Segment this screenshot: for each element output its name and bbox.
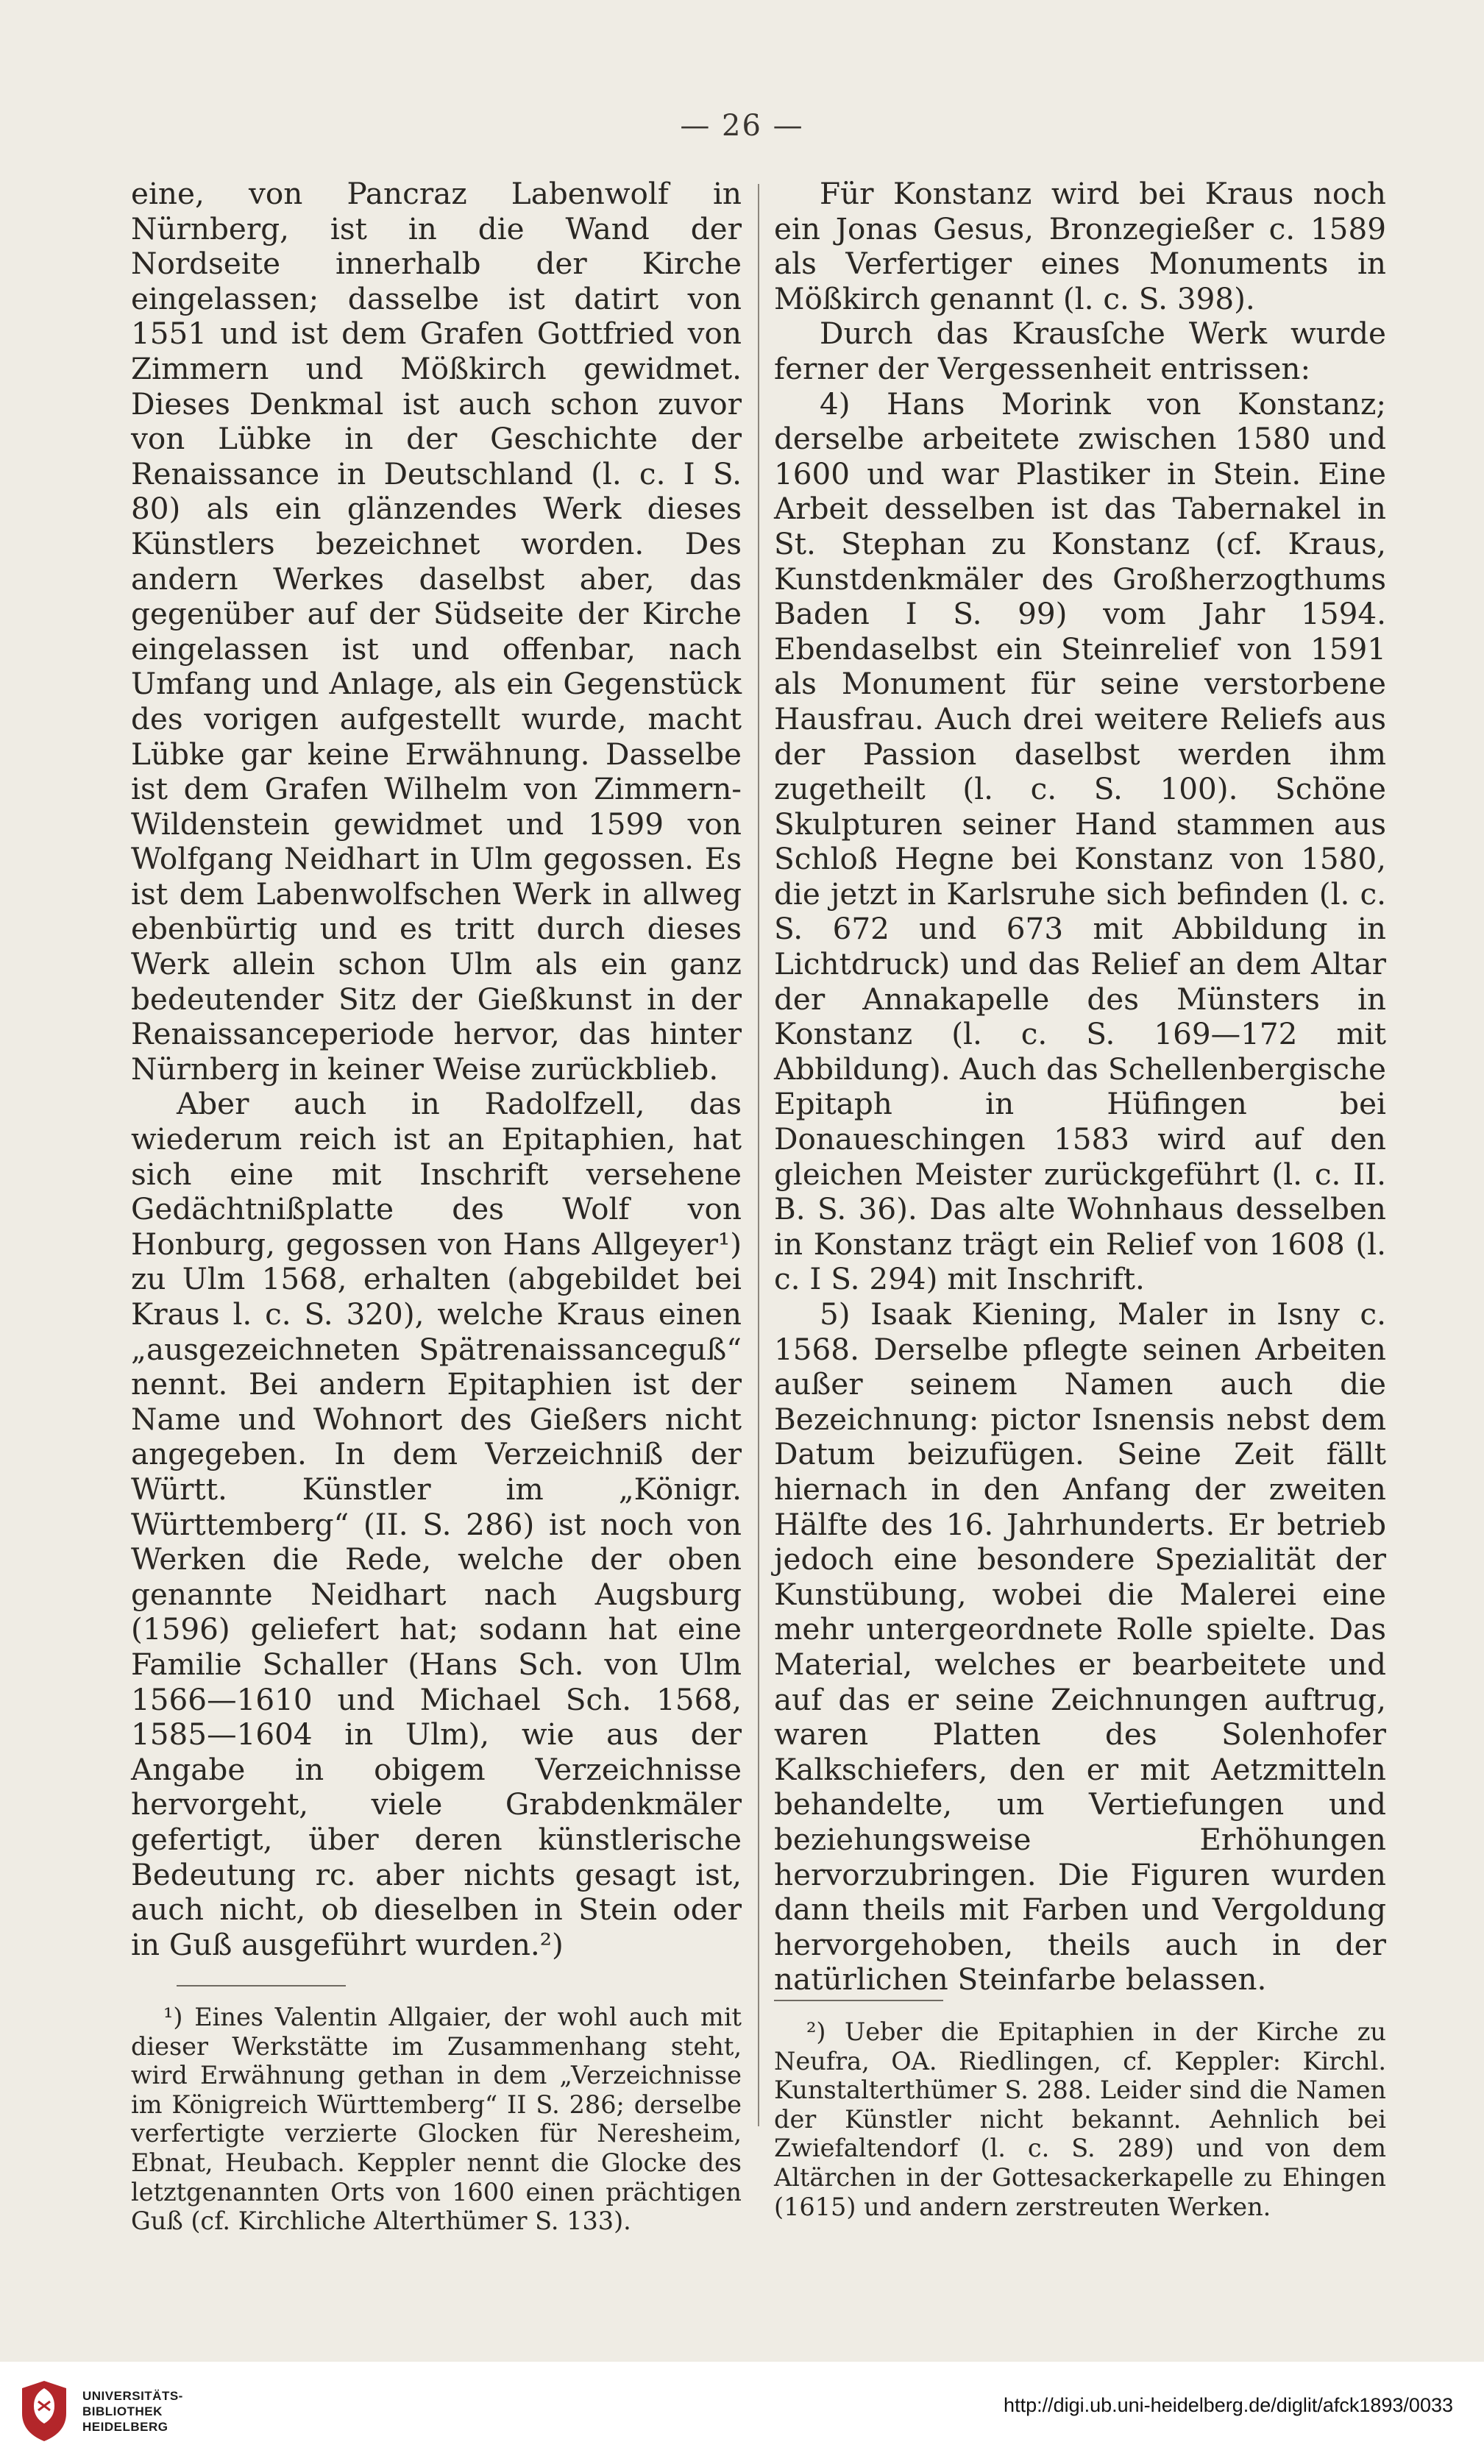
right-paragraph-1: Für Konstanz wird bei Kraus noch ein Jonas Gesus, Bronzegießer c. 1589 als Verfertiger eines Monuments in Mößkirch genannt (l. c. S. 398). — [774, 176, 1386, 316]
footnote-1: ¹) Eines Valentin Allgaier, der wohl auch mit dieser Werkstätte im Zusammenhang steht, wird Erwähnung gethan in dem „Verzeichnisse im Königreich Württemberg“ II S. 286; derselbe verfertigte verzierte Glocken für Neresheim, Ebnat, Heubach. Keppler nennt die Glocke des letztgenannten Orts von 1600 einen prächtigen Guß (cf. Kirchliche Alterthümer S. 133). — [131, 2003, 742, 2236]
institution-line-1: UNIVERSITÄTS- — [82, 2388, 183, 2403]
footnote-right — [774, 2017, 1386, 2221]
right-paragraph-3: 4) Hans Morink von Konstanz; derselbe arbeitete zwischen 1580 und 1600 und war Plastiker in Stein. Eine Arbeit desselben ist das Tabernakel in St. Stephan zu Konstanz (cf. Kraus, Kunstdenkmäler des Großherzogthums Baden I S. 99) vom Jahr 1594. Ebendaselbst ein Steinrelief von 1591 als Monument für seine verstorbene Hausfrau. Auch drei weitere Reliefs aus der Passion daselbst werden ihm zugetheilt (l. c. S. 100). Schöne Skulpturen seiner Hand stammen aus Schloß Hegne bei Konstanz von 1580, die jetzt in Karlsruhe sich befinden (l. c. S. 672 und 673 mit Abbildung in Lichtdruck) und das Relief an dem Altar der Annakapelle des Münsters in Konstanz (l. c. S. 169—172 mit Abbildung). Auch das Schellenbergische Epitaph in Hüfingen bei Donaueschingen 1583 wird auf den gleichen Meister zurückgeführt (l. c. II. B. S. 36). Das alte Wohnhaus desselben in Konstanz trägt ein Relief von 1608 (l. c. I S. 294) mit Inschrift. — [774, 386, 1386, 1297]
university-seal-icon — [16, 2378, 72, 2444]
library-logo[interactable] — [16, 2378, 183, 2444]
institution-line-3: HEIDELBERG — [82, 2419, 168, 2434]
left-column — [131, 177, 742, 1962]
footnote-rule-left — [177, 1985, 346, 1987]
column-divider — [758, 184, 759, 2126]
footnote-left — [131, 2003, 742, 2236]
footnote-2: ²) Ueber die Epitaphien in der Kirche zu Neufra, OA. Riedlingen, cf. Keppler: Kirchl. Kunstalterthümer S. 288. Leider sind die Namen der Künstler nicht bekannt. Aehnlich bei Zwiefaltendorf (l. c. S. 289) und von dem Altärchen in der Gottesackerkapelle zu Ehingen (1615) und andern zerstreuten Werken. — [774, 2017, 1386, 2221]
page-number: — 26 — — [680, 109, 804, 143]
right-column — [774, 177, 1386, 1998]
source-url-link[interactable]: http://digi.ub.uni-heidelberg.de/diglit/afck1893/0033 — [1004, 2394, 1453, 2416]
left-paragraph-2: Aber auch in Radolfzell, das wiederum reich ist an Epitaphien, hat sich eine mit Inschrift versehene Gedächtnißplatte des Wolf von Honburg, gegossen von Hans Allgeyer¹) zu Ulm 1568, erhalten (abgebildet bei Kraus l. c. S. 320), welche Kraus einen „ausgezeichneten Spätrenaissanceguß“ nennt. Bei andern Epitaphien ist der Name und Wohnort des Gießers nicht angegeben. In dem Verzeichniß der Württ. Künstler im „Königr. Württemberg“ (II. S. 286) ist noch von Werken die Rede, welche der oben genannte Neidhart nach Augsburg (1596) geliefert hat; sodann hat eine Familie Schaller (Hans Sch. von Ulm 1566—1610 und Michael Sch. 1568, 1585—1604 in Ulm), wie aus der Angabe in obigem Verzeichnisse hervorgeht, viele Grabdenkmäler gefertigt, über deren künstlerische Bedeutung rc. aber nichts gesagt ist, auch nicht, ob dieselben in Stein oder in Guß ausgeführt wurden.²) — [131, 1086, 742, 1962]
left-paragraph-1: eine, von Pancraz Labenwolf in Nürnberg, ist in die Wand der Nordseite innerhalb der Kirche eingelassen; dasselbe ist datirt von 1551 und ist dem Grafen Gottfried von Zimmern und Mößkirch gewidmet. Dieses Denkmal ist auch schon zuvor von Lübke in der Geschichte der Renaissance in Deutschland (l. c. I S. 80) als ein glänzendes Werk dieses Künstlers bezeichnet worden. Des andern Werkes daselbst aber, das gegenüber auf der Südseite der Kirche eingelassen ist und offenbar, nach Umfang und Anlage, als ein Gegenstück des vorigen aufgestellt wurde, macht Lübke gar keine Erwähnung. Dasselbe ist dem Grafen Wilhelm von Zimmern-Wildenstein gewidmet und 1599 von Wolfgang Neidhart in Ulm gegossen. Es ist dem Labenwolfschen Werk in allweg ebenbürtig und es tritt durch dieses Werk allein schon Ulm als ein ganz bedeutender Sitz der Gießkunst in der Renaissanceperiode hervor, das hinter Nürnberg in keiner Weise zurückblieb. — [131, 176, 742, 1087]
right-paragraph-4: 5) Isaak Kiening, Maler in Isny c. 1568. Derselbe pflegte seinen Arbeiten außer seinem Namen auch die Bezeichnung: pictor Isnensis nebst dem Datum beizufügen. Seine Zeit fällt hiernach in den Anfang der zweiten Hälfte des 16. Jahrhunderts. Er betrieb jedoch eine besondere Spezialität der Kunstübung, wobei die Malerei eine mehr untergeordnete Rolle spielte. Das Material, welches er bearbeitete und auf das er seine Zeichnungen auftrug, waren Platten des Solenhofer Kalkschiefers, den er mit Aetzmitteln behandelte, um Vertiefungen und beziehungsweise Erhöhungen hervorzubringen. Die Figuren wurden dann theils mit Farben und Vergoldung hervorgehoben, theils auch in der natürlichen Steinfarbe belassen. — [774, 1296, 1386, 1998]
institution-line-2: BIBLIOTHEK — [82, 2404, 163, 2418]
footnote-rule-right — [774, 2000, 943, 2001]
digitization-footer — [0, 2362, 1484, 2464]
right-paragraph-2: Durch das Krausſche Werk wurde ferner der Vergessenheit entrissen: — [774, 316, 1386, 386]
